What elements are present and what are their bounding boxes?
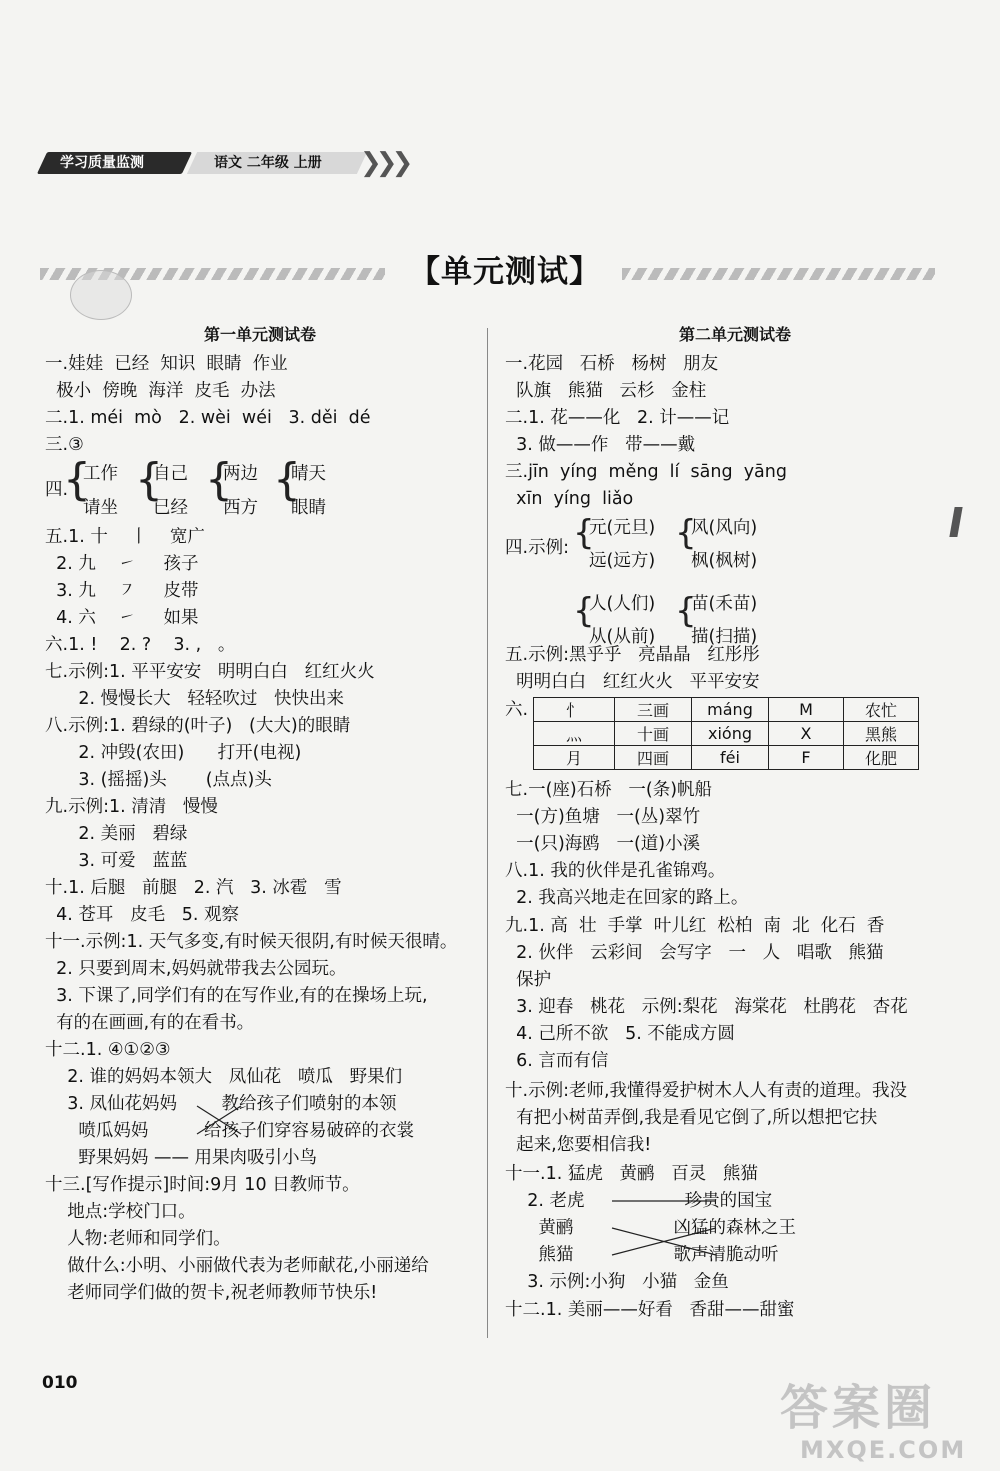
table-cell: 月 <box>534 746 615 770</box>
answer-line: 二.1. 花——化 2. 计——记 <box>505 408 730 428</box>
q4-word: 元(元旦) <box>589 518 656 538</box>
column-divider <box>487 328 488 1338</box>
q4-word: 两边 <box>223 464 258 484</box>
q4-word: 晴天 <box>291 464 326 484</box>
q4-word: 从(从前) <box>589 627 656 647</box>
answer-line: 2. 九 ㇀ 孩子 <box>45 554 199 574</box>
right-stripe <box>622 268 935 280</box>
table-cell: féi <box>692 746 769 770</box>
answer-line: 九.1. 高 壮 手掌 叶儿红 松柏 南 北 化石 香 <box>505 916 885 936</box>
unit2-title: 第二单元测试卷 <box>678 325 791 344</box>
answer-line: 十.1. 后腿 前腿 2. 汽 3. 冰雹 雪 <box>45 878 342 898</box>
answer-line: 6. 言而有信 <box>505 1051 609 1071</box>
answer-line: 明明白白 红红火火 平平安安 <box>505 672 760 692</box>
table-cell: 四画 <box>615 746 692 770</box>
answer-line: 九.示例:1. 清清 慢慢 <box>45 797 218 817</box>
answer-line: 有的在画画,有的在看书。 <box>45 1013 255 1033</box>
answer-line: 一.娃娃 已经 知识 眼睛 作业 <box>45 354 288 374</box>
answer-line: 黄鹂 凶猛的森林之王 <box>505 1218 797 1238</box>
answer-line: 十三.[写作提示]时间:9月 10 日教师节。 <box>45 1175 360 1195</box>
answer-line: 3. 九 ㇇ 皮带 <box>45 581 199 601</box>
q4-word: 自己 <box>153 464 188 484</box>
table-cell: 忄 <box>534 698 615 722</box>
answer-line: 十一.1. 猛虎 黄鹂 百灵 熊猫 <box>505 1164 758 1184</box>
answer-line: 一.花园 石桥 杨树 朋友 <box>505 354 719 374</box>
answer-line: 一(方)鱼塘 一(丛)翠竹 <box>505 807 701 827</box>
match-lines <box>195 1100 245 1140</box>
answer-line: 五.示例:黑乎乎 亮晶晶 红彤彤 <box>505 645 760 665</box>
q4-word: 已经 <box>153 498 188 518</box>
answer-line: 人物:老师和同学们。 <box>45 1229 231 1249</box>
watermark-title: 答案圈 <box>780 1380 937 1436</box>
table-row <box>534 722 919 746</box>
answer-line: 3. 迎春 桃花 示例:梨花 海棠花 杜鹃花 杏花 <box>505 997 908 1017</box>
table-cell: 化肥 <box>844 746 919 770</box>
answer-line: 3. (摇摇)头 (点点)头 <box>45 770 272 790</box>
answer-line: 4. 六 ㇀ 如果 <box>45 608 199 628</box>
answer-line: 一(只)海鸥 一(道)小溪 <box>505 834 701 854</box>
page-number: 010 <box>42 1373 78 1393</box>
answer-line: 十二.1. 美丽——好看 香甜——甜蜜 <box>505 1300 795 1320</box>
table-cell: 农忙 <box>844 698 919 722</box>
q4-word: 描(扫描) <box>691 627 758 647</box>
q4-word: 人(人们) <box>589 594 656 614</box>
q6-table <box>533 697 919 770</box>
answer-line: 队旗 熊猫 云杉 金柱 <box>505 381 707 401</box>
answer-line: 三.③ <box>45 435 84 455</box>
answer-line: 喷瓜妈妈 给孩子们穿容易破碎的衣裳 <box>45 1121 415 1141</box>
answer-line: 3. 可爱 蓝蓝 <box>45 851 188 871</box>
q4-label: 四. <box>45 480 69 500</box>
q6-label: 六. <box>505 700 529 720</box>
answer-line: 三.jīn yíng měng lí sāng yāng <box>505 462 787 482</box>
section-header <box>40 252 935 292</box>
q4-word: 眼睛 <box>291 498 326 518</box>
q4-word: 苗(禾苗) <box>691 594 758 614</box>
watermark <box>780 1380 980 1465</box>
q4-word: 远(远方) <box>589 551 656 571</box>
unit1-title: 第一单元测试卷 <box>203 325 316 344</box>
answer-line: 4. 己所不欲 5. 不能成方圆 <box>505 1024 735 1044</box>
answer-line: 熊猫 歌声清脆动听 <box>505 1245 779 1265</box>
table-cell: M <box>769 698 844 722</box>
answer-line: 3. 做——作 带——戴 <box>505 435 696 455</box>
brace-icon: { <box>573 591 595 631</box>
answer-line: 地点:学校门口。 <box>45 1202 196 1222</box>
q4-word: 枫(枫树) <box>691 551 758 571</box>
match-lines <box>610 1193 720 1263</box>
answer-line: 2. 老虎 珍贵的国宝 <box>505 1191 773 1211</box>
table-cell: xióng <box>692 722 769 746</box>
brace-icon: { <box>675 513 697 553</box>
table-row <box>534 746 919 770</box>
answer-line: 十.示例:老师,我懂得爱护树木人人有责的道理。我没 <box>505 1081 908 1101</box>
chevrons-icon: ❯❯❯ <box>360 148 408 178</box>
answer-line: 2. 美丽 碧绿 <box>45 824 188 844</box>
table-row <box>534 698 919 722</box>
brace-icon: { <box>675 591 697 631</box>
q4-word: 风(风向) <box>691 518 758 538</box>
brace-icon: { <box>135 454 163 505</box>
answer-line: 3. 凤仙花妈妈 教给孩子们喷射的本领 <box>45 1094 397 1114</box>
scan-mark <box>949 507 962 537</box>
answer-line: 3. 示例:小狗 小猫 金鱼 <box>505 1272 729 1292</box>
answer-line: 有把小树苗弄倒,我是看见它倒了,所以想把它扶 <box>505 1108 878 1128</box>
answer-line: 老师同学们做的贺卡,祝老师教师节快乐! <box>45 1283 378 1303</box>
answer-line: 八.1. 我的伙伴是孔雀锦鸡。 <box>505 861 726 881</box>
unit2-column <box>505 325 965 1320</box>
answer-line: 七.示例:1. 平平安安 明明白白 红红火火 <box>45 662 375 682</box>
q4-label: 四.示例: <box>505 538 569 558</box>
unit1-column <box>45 325 475 1303</box>
answer-line: 六.1. ! 2. ? 3. , 。 <box>45 635 236 655</box>
answer-line: 2. 谁的妈妈本领大 凤仙花 喷瓜 野果们 <box>45 1067 403 1087</box>
answer-line: 十一.示例:1. 天气多变,有时候天很阴,有时候天很晴。 <box>45 932 458 952</box>
answer-line: 4. 苍耳 皮毛 5. 观察 <box>45 905 240 925</box>
table-cell: F <box>769 746 844 770</box>
subject-label: 语文 二年级 上册 <box>214 155 322 171</box>
answer-line: 十二.1. ④①②③ <box>45 1040 171 1060</box>
answer-line: 七.一(座)石桥 一(条)帆船 <box>505 780 713 800</box>
answer-line: 五.1. 十 丨 宽广 <box>45 527 205 547</box>
q4-word: 请坐 <box>83 498 118 518</box>
answer-line: 野果妈妈 —— 用果肉吸引小鸟 <box>45 1148 318 1168</box>
table-cell: X <box>769 722 844 746</box>
answer-line: 3. 下课了,同学们有的在写作业,有的在操场上玩, <box>45 986 428 1006</box>
header-banner <box>42 148 408 178</box>
brace-icon: { <box>205 454 233 505</box>
watermark-url: MXQE.COM <box>800 1436 967 1464</box>
answer-line: 极小 傍晚 海洋 皮毛 办法 <box>45 381 276 401</box>
brace-icon: { <box>573 513 595 553</box>
table-cell: máng <box>692 698 769 722</box>
table-cell: 三画 <box>615 698 692 722</box>
stamp-icon <box>70 270 132 320</box>
series-label: 学习质量监测 <box>60 155 144 171</box>
answer-line: 做什么:小明、小丽做代表为老师献花,小丽递给 <box>45 1256 429 1276</box>
answer-line: 2. 慢慢长大 轻轻吹过 快快出来 <box>45 689 345 709</box>
answer-line: 2. 我高兴地走在回家的路上。 <box>505 888 749 908</box>
answer-line: 2. 冲毁(农田) 打开(电视) <box>45 743 302 763</box>
q4-word: 工作 <box>83 464 118 484</box>
answer-line: xīn yíng liǎo <box>505 489 634 509</box>
q4-word: 西方 <box>223 498 258 518</box>
table-cell: 灬 <box>534 722 615 746</box>
brace-icon: { <box>273 454 301 505</box>
answer-line: 2. 伙伴 云彩间 会写字 一 人 唱歌 熊猫 <box>505 943 884 963</box>
table-cell: 十画 <box>615 722 692 746</box>
section-title: 【单元测试】 <box>409 254 601 290</box>
brace-icon: { <box>63 454 91 505</box>
answer-line: 保护 <box>505 970 552 990</box>
answer-line: 起来,您要相信我! <box>505 1135 652 1155</box>
table-cell: 黑熊 <box>844 722 919 746</box>
answer-line: 八.示例:1. 碧绿的(叶子) (大大)的眼睛 <box>45 716 351 736</box>
answer-line: 2. 只要到周末,妈妈就带我去公园玩。 <box>45 959 347 979</box>
answer-line: 二.1. méi mò 2. wèi wéi 3. děi dé <box>45 408 371 428</box>
